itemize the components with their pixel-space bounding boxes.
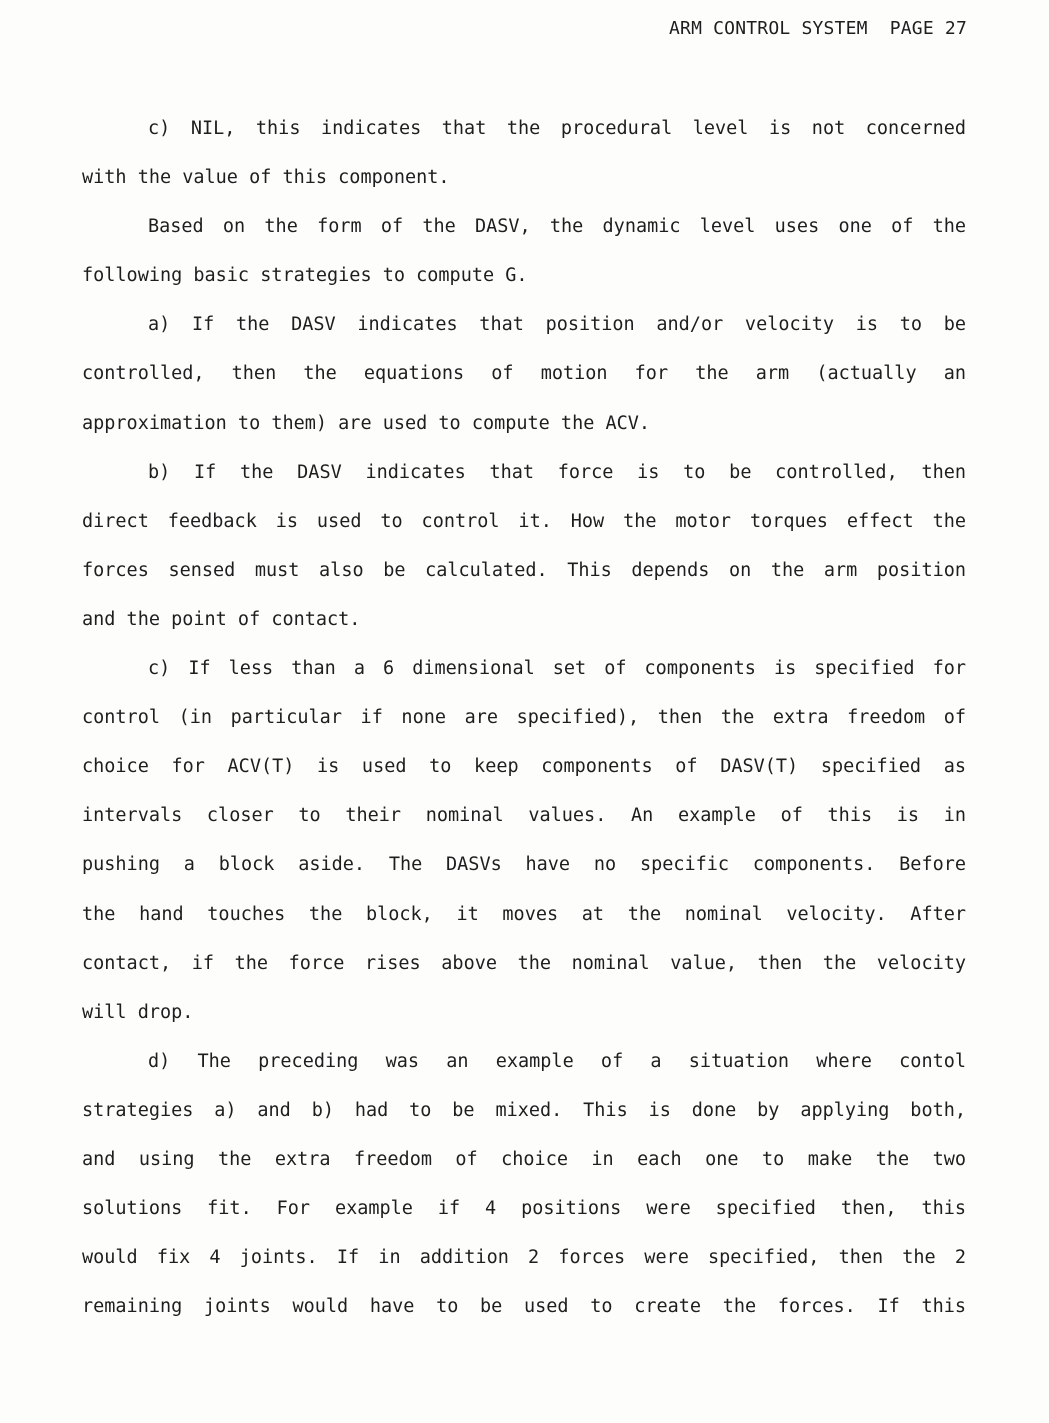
text-line: contact, if the force rises above the nominal value, then the velocity: [82, 952, 966, 974]
text-line: and using the extra freedom of choice in each one to make the two: [82, 1148, 966, 1170]
text-line: with the value of this component.: [82, 167, 450, 189]
text-line: b) If the DASV indicates that force is to be controlled, then: [148, 461, 966, 483]
text-line: controlled, then the equations of motion for the arm (actually an: [82, 363, 966, 385]
text-line: forces sensed must also be calculated. This depends on the arm position: [82, 559, 966, 581]
text-line: choice for ACV(T) is used to keep components of DASV(T) specified as: [82, 756, 966, 778]
text-line: direct feedback is used to control it. How the motor torques effect the: [82, 510, 966, 532]
text-line: Based on the form of the DASV, the dynamic level uses one of the: [148, 216, 966, 238]
text-line: control (in particular if none are specified), then the extra freedom of: [82, 707, 966, 729]
text-line: and the point of contact.: [82, 608, 361, 630]
body-text: [82, 114, 966, 1341]
text-line: approximation to them) are used to compute the ACV.: [82, 412, 651, 434]
text-line: the hand touches the block, it moves at the nominal velocity. After: [82, 903, 966, 925]
text-line: d) The preceding was an example of a situation where contol: [148, 1050, 966, 1072]
text-line: c) If less than a 6 dimensional set of components is specified for: [148, 658, 966, 680]
text-line: would fix 4 joints. If in addition 2 forces were specified, then the 2: [82, 1247, 966, 1269]
text-line: solutions fit. For example if 4 positions were specified then, this: [82, 1198, 966, 1220]
text-line: intervals closer to their nominal values. An example of this is in: [82, 805, 966, 827]
text-line: pushing a block aside. The DASVs have no specific components. Before: [82, 854, 966, 876]
running-header: ARM CONTROL SYSTEM PAGE 27: [669, 18, 967, 39]
text-line: remaining joints would have to be used to create the forces. If this: [82, 1296, 966, 1318]
text-line: a) If the DASV indicates that position and/or velocity is to be: [148, 314, 966, 336]
text-line: following basic strategies to compute G.: [82, 265, 528, 287]
text-line: c) NIL, this indicates that the procedural level is not concerned: [148, 118, 966, 139]
text-line: strategies a) and b) had to be mixed. This is done by applying both,: [82, 1099, 966, 1121]
text-line: will drop.: [82, 1001, 194, 1023]
